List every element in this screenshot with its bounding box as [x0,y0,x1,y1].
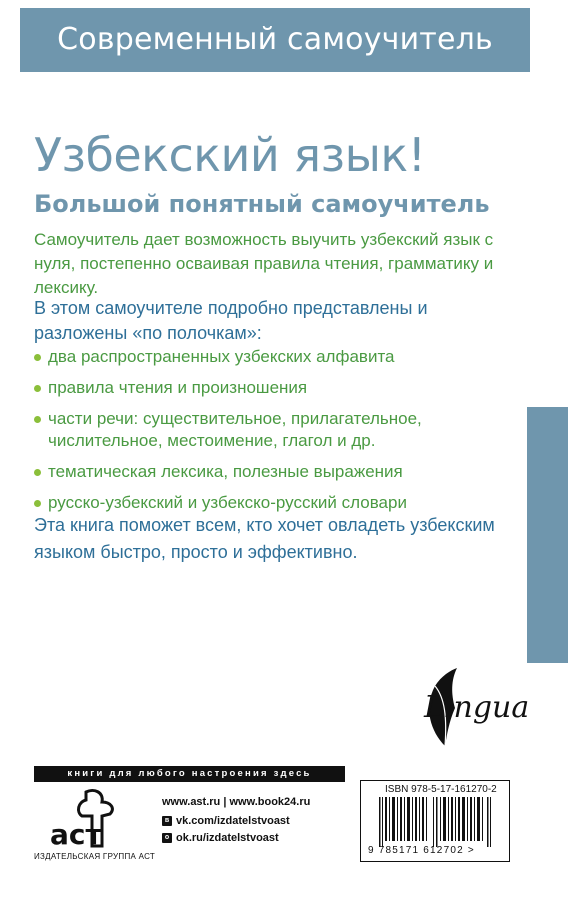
publisher-websites[interactable]: www.ast.ru | www.book24.ru [162,796,311,808]
vk-link-text: vk.com/izdatelstvoast [176,815,290,827]
book-subtitle: Большой понятный самоучитель [34,190,490,218]
series-banner [20,8,530,72]
feature-text: тематическая лексика, полезные выражения [48,462,403,481]
features-list [34,346,514,523]
feature-text: правила чтения и произношения [48,378,308,397]
bullet-icon [34,416,41,423]
book-title: Узбекский язык! [34,128,426,182]
feature-text: два распространенных узбекских алфавита [48,347,395,366]
barcode-box [360,780,510,862]
list-item [34,408,514,452]
features-lead: В этом самоучителе подробно представлены и разложены «по полочкам»: [34,298,428,343]
side-color-bar [527,407,568,663]
bullet-icon [34,385,41,392]
feature-text: русско-узбекский и узбекско-русский словари [48,493,407,512]
series-title: Современный самоучитель [57,22,493,57]
vk-link[interactable] [162,815,290,827]
closing-paragraph: Эта книга поможет всем, кто хочет овладеть узбекским языком быстро, просто и эффективно. [34,515,495,562]
isbn-label: ISBN 978-5-17-161270-2 [385,784,497,795]
bullet-icon [34,354,41,361]
list-item [34,346,514,368]
list-item [34,377,514,399]
bullet-icon [34,500,41,507]
intro-paragraph: Самоучитель дает возможность выучить узбекский язык с нуля, постепенно осваивая правила чтения, грамматику и лексику. [34,230,494,297]
barcode-icon [379,797,495,847]
feature-text: части речи: существительное, прилагательное, числительное, местоимение, глагол и др. [48,409,422,450]
vk-icon: в [162,816,172,826]
barcode-digits: 9 785171 612702 > [368,845,475,856]
slogan-bar: книги для любого настроения здесь [34,766,345,782]
list-item [34,461,514,483]
ast-logo-text: аст [50,818,102,851]
ok-icon: o [162,833,172,843]
publisher-label: ИЗДАТЕЛЬСКАЯ ГРУППА АСТ [34,852,156,861]
ok-link-text: ok.ru/izdatelstvoast [176,832,279,844]
list-item [34,492,514,514]
bullet-icon [34,469,41,476]
ast-publisher-logo-icon [46,786,126,856]
lingua-wordmark: Lingua [424,690,530,725]
ok-link[interactable] [162,832,279,844]
